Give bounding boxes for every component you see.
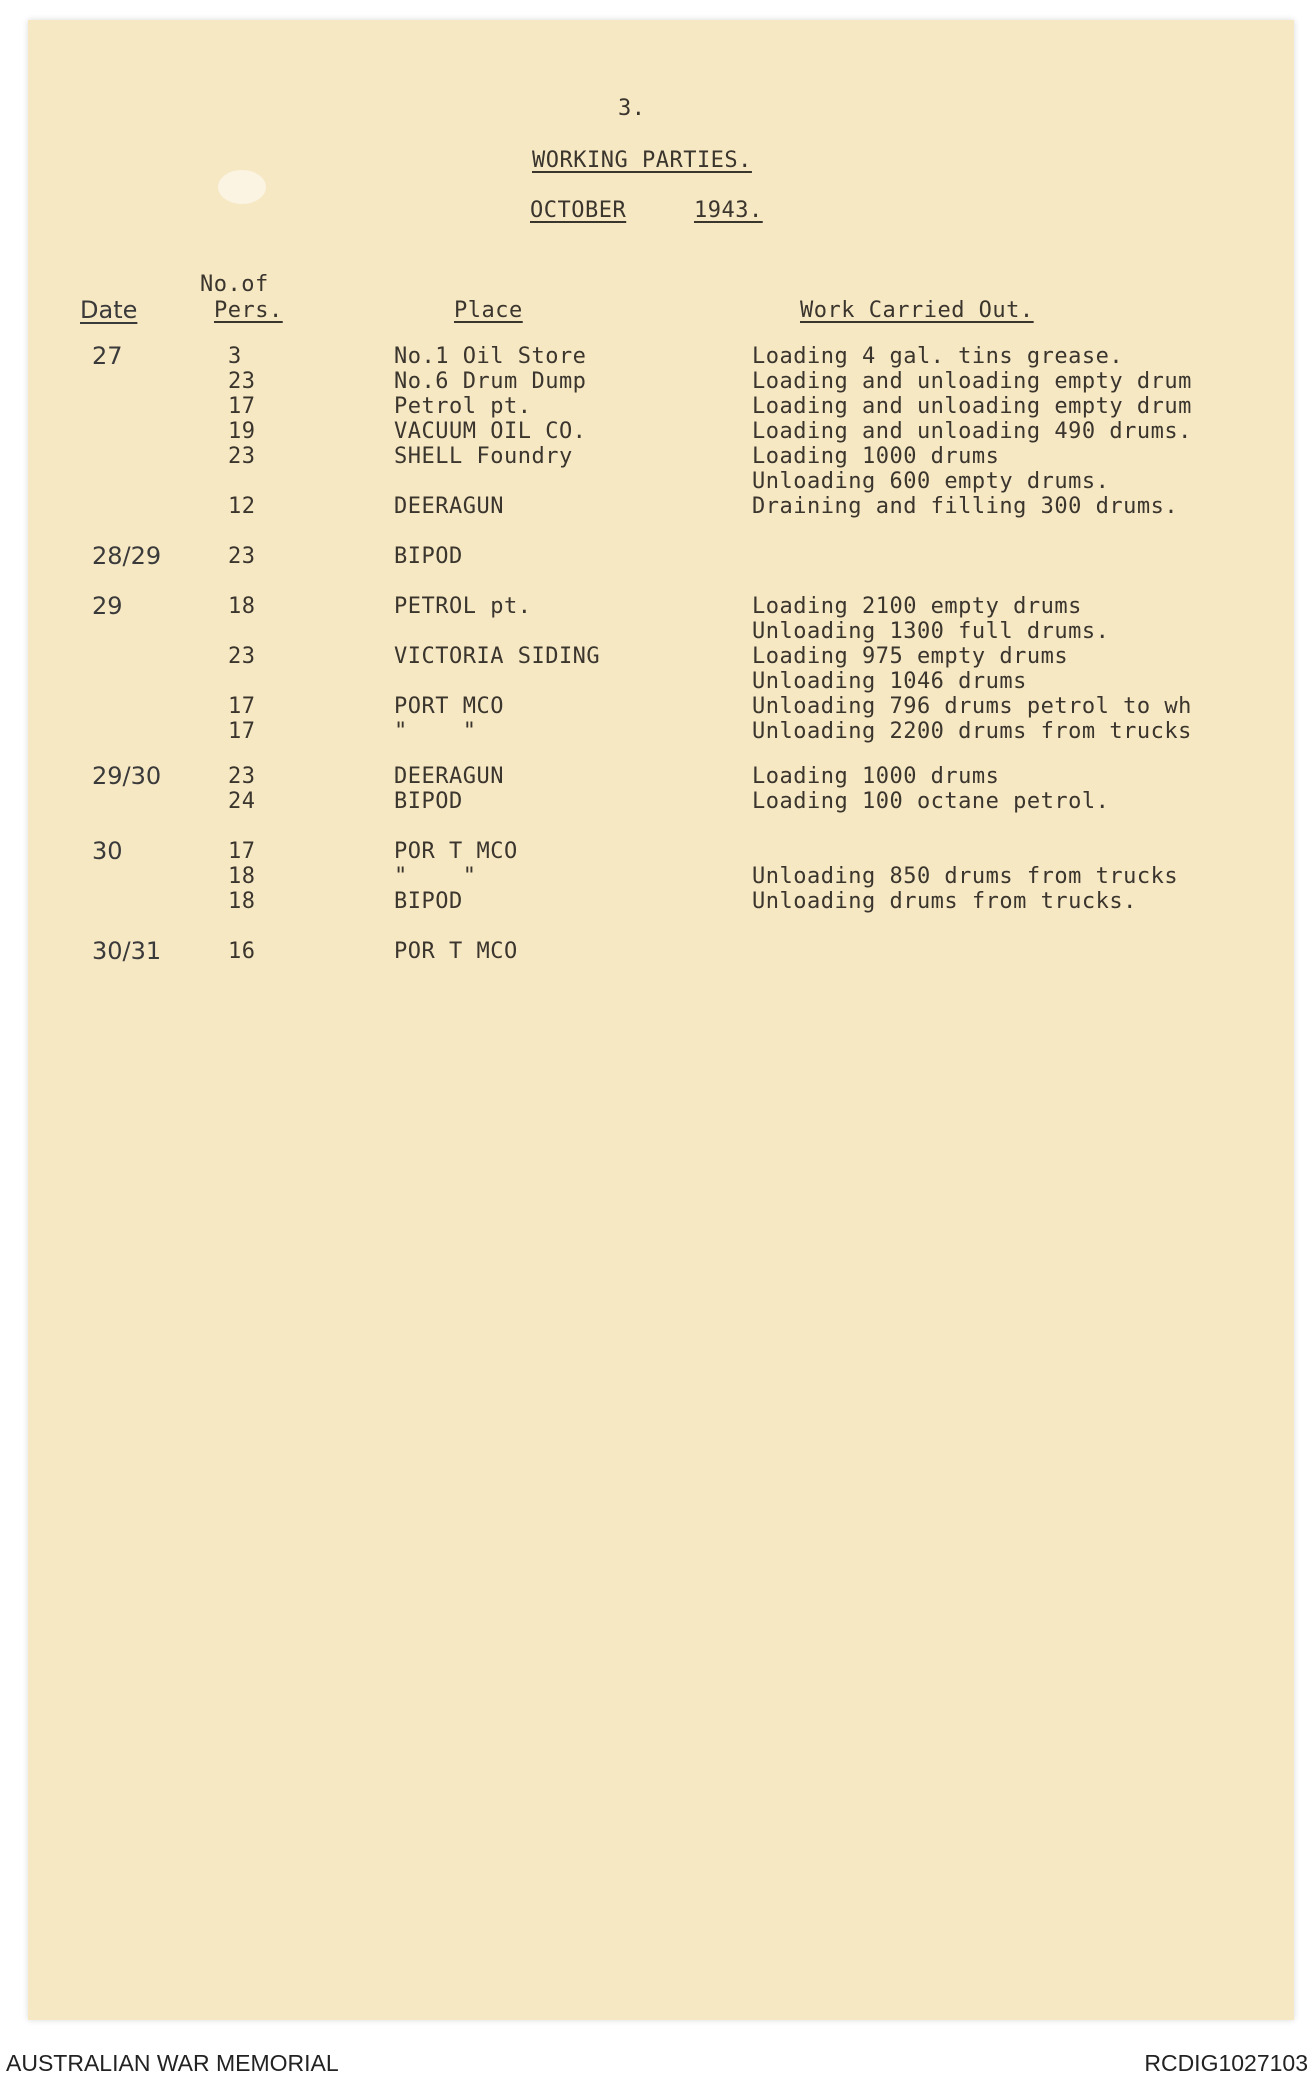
cell-place: POR T MCO <box>394 839 518 864</box>
cell-place: SHELL Foundry <box>394 444 573 469</box>
cell-place: No.6 Drum Dump <box>394 369 587 394</box>
cell-place: BIPOD <box>394 789 463 814</box>
cell-place: No.1 Oil Store <box>394 344 587 369</box>
cell-work: Draining and filling 300 drums. <box>752 494 1179 519</box>
cell-place: " " <box>394 719 477 744</box>
cell-work: Unloading 600 empty drums. <box>752 469 1110 494</box>
cell-place: VACUUM OIL CO. <box>394 419 587 444</box>
cell-work: Loading and unloading empty drum <box>752 394 1192 419</box>
archive-name: AUSTRALIAN WAR MEMORIAL <box>6 2050 339 2076</box>
cell-pers: 23 <box>228 764 256 789</box>
cell-date: 29 <box>92 592 123 620</box>
document-page <box>28 20 1294 2020</box>
cell-date: 30 <box>92 837 123 865</box>
page-title: WORKING PARTIES. <box>532 148 752 173</box>
punch-hole <box>218 170 266 204</box>
header-place: Place <box>454 298 523 323</box>
cell-work: Loading and unloading empty drum <box>752 369 1192 394</box>
cell-work: Loading 975 empty drums <box>752 644 1069 669</box>
month-label: OCTOBER <box>530 198 627 223</box>
cell-pers: 23 <box>228 444 256 469</box>
cell-place: Petrol pt. <box>394 394 532 419</box>
cell-pers: 17 <box>228 839 256 864</box>
cell-work: Unloading 796 drums petrol to wh <box>752 694 1192 719</box>
archive-footer <box>0 2050 1314 2081</box>
cell-pers: 3 <box>228 344 242 369</box>
cell-work: Loading 1000 drums <box>752 444 1000 469</box>
cell-date: 29/30 <box>92 762 162 790</box>
cell-place: DEERAGUN <box>394 494 504 519</box>
cell-date: 30/31 <box>92 937 162 965</box>
header-pers: Pers. <box>214 298 283 323</box>
cell-place: PORT MCO <box>394 694 504 719</box>
cell-work: Loading 1000 drums <box>752 764 1000 789</box>
cell-place: BIPOD <box>394 544 463 569</box>
cell-work: Loading 100 octane petrol. <box>752 789 1110 814</box>
cell-date: 27 <box>92 342 123 370</box>
cell-pers: 17 <box>228 719 256 744</box>
cell-pers: 24 <box>228 789 256 814</box>
header-no-of: No.of <box>200 272 269 297</box>
cell-pers: 18 <box>228 864 256 889</box>
header-work: Work Carried Out. <box>800 298 1034 323</box>
cell-work: Unloading 1300 full drums. <box>752 619 1110 644</box>
cell-place: " " <box>394 864 477 889</box>
cell-place: BIPOD <box>394 889 463 914</box>
cell-place: PETROL pt. <box>394 594 532 619</box>
cell-pers: 16 <box>228 939 256 964</box>
cell-pers: 19 <box>228 419 256 444</box>
cell-date: 28/29 <box>92 542 162 570</box>
archive-id: RCDIG1027103 <box>1144 2050 1308 2076</box>
cell-pers: 23 <box>228 644 256 669</box>
cell-work: Unloading 850 drums from trucks <box>752 864 1179 889</box>
cell-work: Loading 4 gal. tins grease. <box>752 344 1124 369</box>
page-number: 3. <box>618 96 646 121</box>
year-label: 1943. <box>694 198 763 223</box>
cell-place: DEERAGUN <box>394 764 504 789</box>
cell-work: Loading 2100 empty drums <box>752 594 1082 619</box>
cell-pers: 23 <box>228 369 256 394</box>
cell-place: POR T MCO <box>394 939 518 964</box>
cell-place: VICTORIA SIDING <box>394 644 601 669</box>
cell-pers: 23 <box>228 544 256 569</box>
cell-work: Loading and unloading 490 drums. <box>752 419 1192 444</box>
cell-pers: 12 <box>228 494 256 519</box>
cell-work: Unloading 1046 drums <box>752 669 1027 694</box>
cell-work: Unloading drums from trucks. <box>752 889 1137 914</box>
cell-pers: 18 <box>228 889 256 914</box>
cell-pers: 18 <box>228 594 256 619</box>
cell-pers: 17 <box>228 394 256 419</box>
cell-work: Unloading 2200 drums from trucks <box>752 719 1192 744</box>
header-date: Date <box>80 296 138 324</box>
cell-pers: 17 <box>228 694 256 719</box>
